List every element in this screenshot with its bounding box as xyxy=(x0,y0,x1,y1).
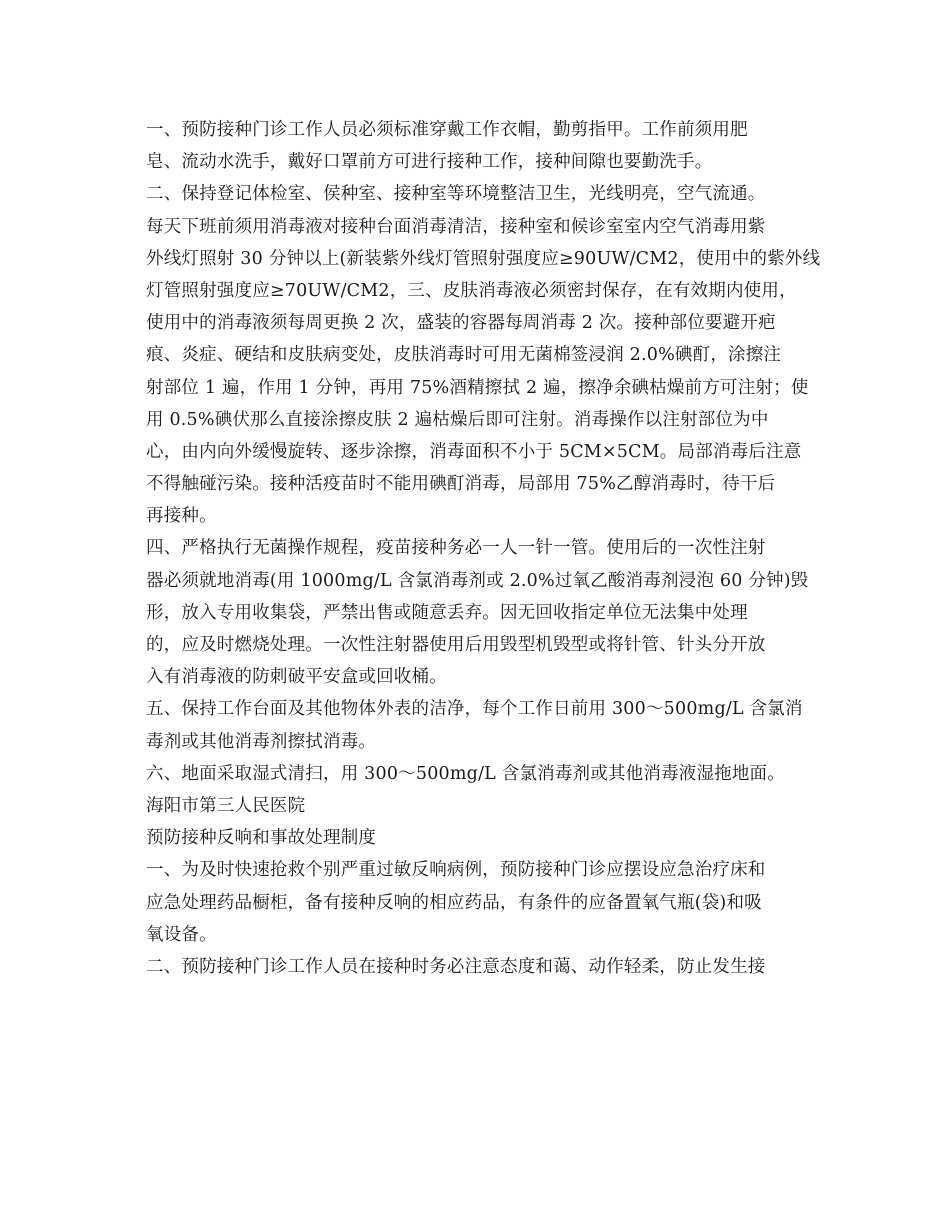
text-line: 二、预防接种门诊工作人员在接种时务必注意态度和蔼、动作轻柔，防止发生接 xyxy=(146,956,766,977)
text-line: 应急处理药品橱柜，备有接种反响的相应药品，有条件的应备置氧气瓶(袋)和吸 xyxy=(146,892,762,913)
text-line: 皂、流动水洗手，戴好口罩前方可进行接种工作，接种间隙也要勤洗手。 xyxy=(146,152,713,173)
text-line: 外线灯照射 30 分钟以上(新装紫外线灯管照射强度应≥90UW/CM2，使用中的紫外线 xyxy=(146,248,821,269)
text-line: 毒剂或其他消毒剂擦拭消毒。 xyxy=(146,731,377,752)
text-line: 一、为及时快速抢救个别严重过敏反响病例，预防接种门诊应摆设应急治疗床和 xyxy=(146,860,766,881)
text-line: 使用中的消毒液须每周更换 2 次，盛装的容器每周消毒 2 次。接种部位要避开疤 xyxy=(146,313,776,334)
organization-name: 海阳市第三人民医院 xyxy=(146,795,306,816)
text-line: 二、保持登记体检室、侯种室、接种室等环境整洁卫生，光线明亮，空气流通。 xyxy=(146,184,766,205)
text-line: 不得触碰污染。接种活疫苗时不能用碘酊消毒，局部用 75%乙醇消毒时，待干后 xyxy=(146,474,776,495)
text-line: 五、保持工作台面及其他物体外表的洁净，每个工作日前用 300～500mg/L 含氯消 xyxy=(146,699,803,720)
text-line: 用 0.5%碘伏那么直接涂擦皮肤 2 遍枯燥后即可注射。消毒操作以注射部位为中 xyxy=(146,409,769,430)
section-title: 预防接种反响和事故处理制度 xyxy=(146,828,377,849)
text-line: 器必须就地消毒(用 1000mg/L 含氯消毒剂或 2.0%过氧乙酸消毒剂浸泡 60 分钟)毁 xyxy=(146,570,809,591)
text-line: 入有消毒液的防刺破平安盒或回收桶。 xyxy=(146,667,447,688)
text-line: 再接种。 xyxy=(146,506,217,527)
text-line: 灯管照射强度应≥70UW/CM2，三、皮肤消毒液必须密封保存，在有效期内使用， xyxy=(146,280,797,301)
text-line: 一、预防接种门诊工作人员必须标准穿戴工作衣帽，勤剪指甲。工作前须用肥 xyxy=(146,120,748,140)
document-body xyxy=(146,114,821,983)
text-line: 形，放入专用收集袋，严禁出售或随意丢弃。因无回收指定单位无法集中处理 xyxy=(146,602,748,623)
text-line: 四、严格执行无菌操作规程，疫苗接种务必一人一针一管。使用后的一次性注射 xyxy=(146,538,766,559)
text-line: 射部位 1 遍，作用 1 分钟，再用 75%酒精擦拭 2 遍，擦净余碘枯燥前方可注射；使 xyxy=(146,377,809,398)
text-line: 的，应及时燃烧处理。一次性注射器使用后用毁型机毁型或将针管、针头分开放 xyxy=(146,635,766,655)
text-line: 氧设备。 xyxy=(146,924,217,945)
text-line: 痕、炎症、硬结和皮肤病变处，皮肤消毒时可用无菌棉签浸润 2.0%碘酊，涂擦注 xyxy=(146,345,782,366)
text-line: 每天下班前须用消毒液对接种台面消毒清洁，接种室和候诊室室内空气消毒用紫 xyxy=(146,216,766,237)
text-line: 心，由内向外缓慢旋转、逐步涂擦，消毒面积不小于 5CM×5CM。局部消毒后注意 xyxy=(146,441,802,462)
text-line: 六、地面采取湿式清扫，用 300～500mg/L 含氯消毒剂或其他消毒液湿拖地面。 xyxy=(146,763,785,784)
